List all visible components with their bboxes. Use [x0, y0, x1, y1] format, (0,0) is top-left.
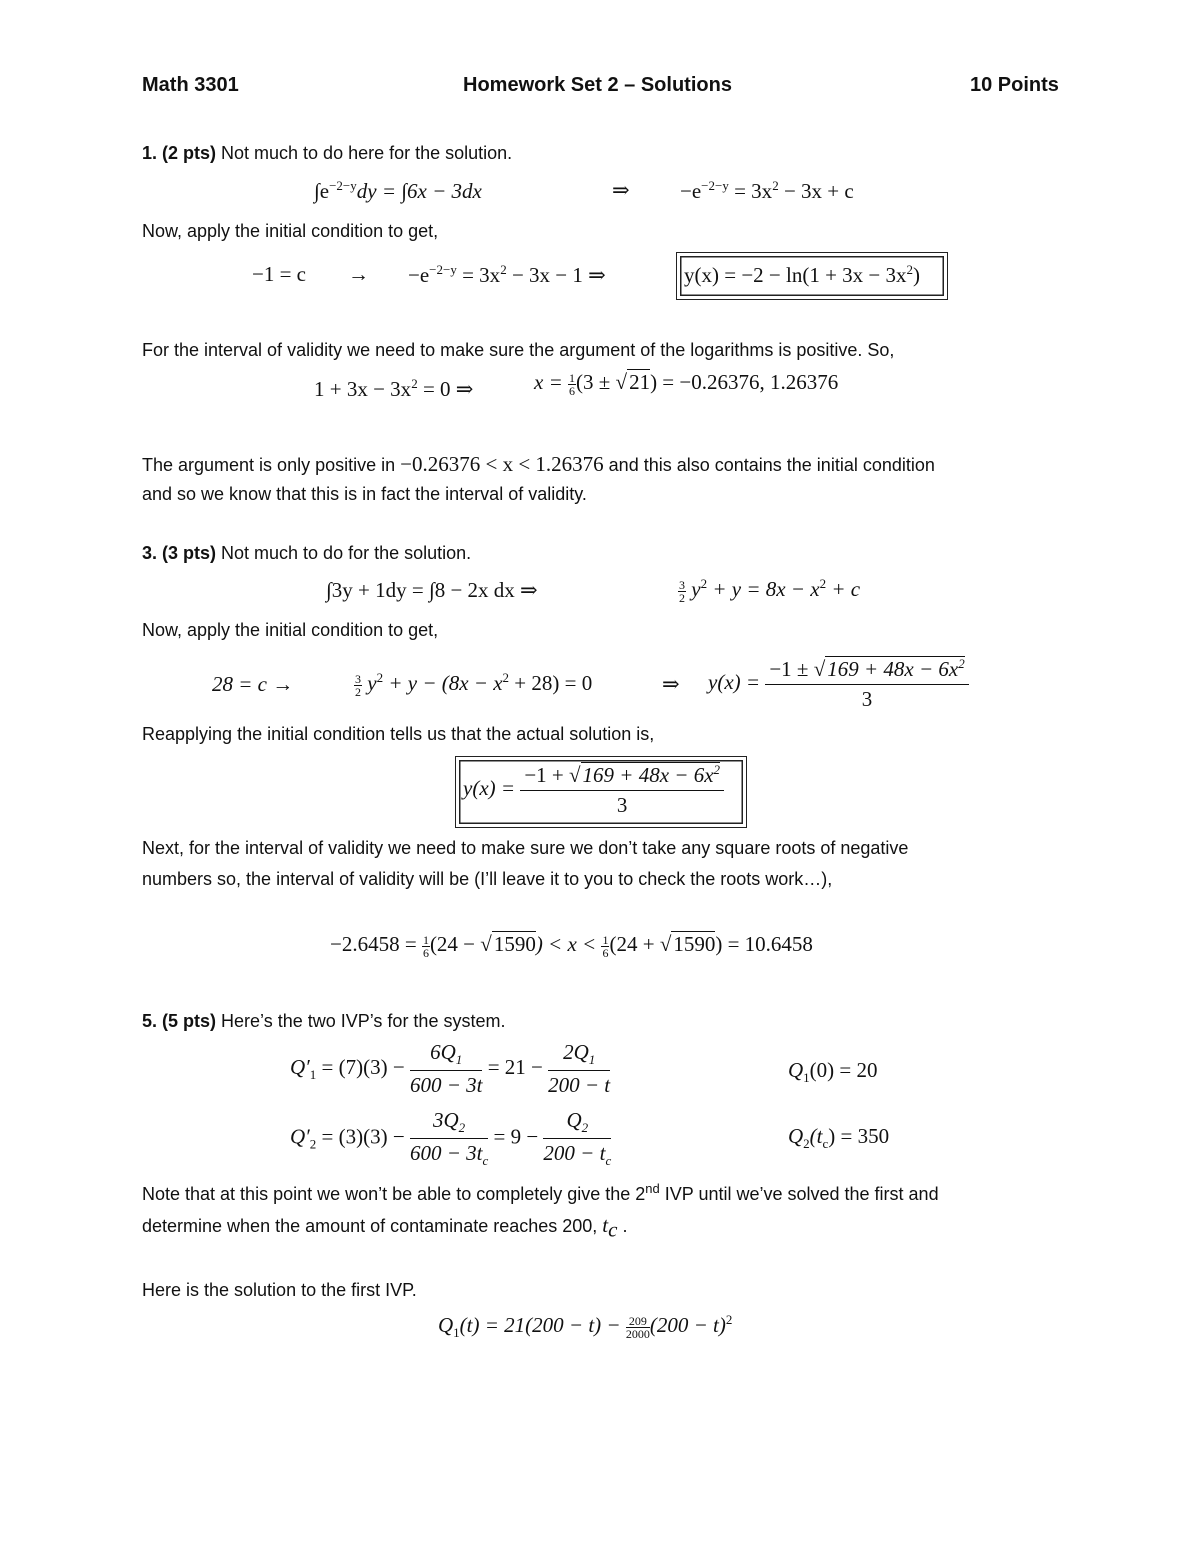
- problem-5-solution-text: Here is the solution to the first IVP.: [142, 1280, 417, 1300]
- problem-1-validity-text: For the interval of validity we need to make sure the argument of the logarithms is positive. So,: [142, 340, 895, 360]
- eq-part: −e: [680, 179, 702, 203]
- right-arrow: →: [348, 262, 369, 286]
- problem-3-equation-1-right: [678, 576, 860, 604]
- eq-part: t: [602, 1213, 609, 1237]
- fraction-denominator: 2: [355, 684, 361, 699]
- eq-part: + 28) = 0: [509, 671, 593, 695]
- fraction-denominator: 6: [602, 945, 609, 960]
- fraction-denominator: [410, 1139, 488, 1169]
- problem-1-equation-1-right: [680, 178, 854, 204]
- eq-part: (0) = 20: [809, 1058, 878, 1082]
- problem-5-ode-1: [290, 1040, 610, 1098]
- eq-part: y(x) =: [708, 669, 766, 694]
- problem-3-intro-text: Not much to do for the solution.: [216, 543, 472, 563]
- eq-subscript: c: [822, 1136, 829, 1152]
- fraction-three-halves: [354, 673, 362, 698]
- inequality: −0.26376 < x < 1.26376: [400, 452, 604, 476]
- problem-1-apply-text: Now, apply the initial condition to get,: [142, 221, 439, 241]
- problem-3-next-text-2: numbers so, the interval of validity will be (I’ll leave it to you to check the roots work…),: [142, 869, 833, 889]
- problem-3-equation-1: ∫3y + 1dy = ∫8 − 2x dx ⇒: [326, 578, 538, 602]
- eq-part: (24 −: [429, 932, 481, 956]
- eq-exponent: 2: [500, 262, 507, 277]
- ode-1-fraction-1: [410, 1040, 483, 1098]
- fraction-denominator: 200 − t: [548, 1073, 611, 1098]
- ode-1-fraction-2: [548, 1040, 610, 1098]
- radicand: 1590: [673, 932, 716, 956]
- eq-subscript: 2: [458, 1120, 466, 1136]
- text-part: The argument is only positive in: [142, 455, 401, 475]
- eq-part: Q: [788, 1058, 804, 1082]
- text-part: determine when the amount of contaminate reaches 200,: [142, 1216, 603, 1236]
- fraction-numerator: 3: [679, 577, 685, 592]
- eq-part: ) = 350: [828, 1124, 890, 1148]
- text-part: Note that at this point we won’t be able to completely give the 2: [142, 1184, 646, 1204]
- eq-part: Q: [566, 1108, 582, 1132]
- eq-exponent: −2−y: [329, 178, 357, 193]
- fraction-numerator: 1: [602, 932, 609, 947]
- eq-part: −2.6458 =: [330, 932, 422, 956]
- text-part: IVP until we’ve solved the first and: [659, 1184, 939, 1204]
- eq-part: 28 = c →: [212, 672, 294, 696]
- problem-3-interval: −2.6458 = $\frac{1}{6}$ (24 − √1590) < x < $\frac{1}{6}$ (24 + √1590) = 10.6458: [330, 932, 813, 960]
- ode-2-fraction-2: [543, 1108, 611, 1169]
- eq-part: = (3)(3) −: [316, 1124, 410, 1149]
- problem-5-solution: [438, 1312, 732, 1341]
- eq-subscript: 2: [309, 1136, 317, 1152]
- eq-part: = 21 −: [482, 1054, 549, 1079]
- eq-part: (24 +: [609, 932, 660, 956]
- fraction-numerator: 1: [569, 370, 575, 385]
- eq-part: (t: [809, 1124, 823, 1148]
- eq-part: ) < x <: [535, 932, 602, 956]
- eq-exponent: 2: [700, 576, 708, 591]
- problem-1-eq2-left: −1 = c: [252, 262, 307, 286]
- problem-1-answer: [684, 262, 920, 288]
- problem-3-reapply-text: Reapplying the initial condition tells us that the actual solution is,: [142, 724, 655, 744]
- fraction-numerator: [543, 1108, 611, 1139]
- fraction-numerator: [410, 1040, 483, 1071]
- eq-part: y(x) =: [463, 775, 521, 800]
- eq-exponent: −2−y: [429, 262, 457, 277]
- problem-5-ic-1: [788, 1058, 878, 1086]
- eq-subscript: 1: [455, 1052, 463, 1068]
- eq-part: (t) = 21(200 − t) −: [459, 1313, 626, 1337]
- answer-fraction: [520, 762, 724, 818]
- eq-part: Q′: [290, 1124, 310, 1149]
- eq-subscript: 1: [588, 1052, 596, 1068]
- eq-exponent: 2: [713, 762, 721, 777]
- eq-part: + y − (8x − x: [383, 671, 503, 695]
- problem-5-note: [142, 1181, 939, 1205]
- eq-part: y(x) = −2 − ln(1 + 3x − 3x: [684, 263, 907, 287]
- eq-part: (3 ±: [576, 370, 616, 394]
- eq-exponent: 2: [906, 262, 914, 277]
- problem-1-label: 1. (2 pts): [142, 143, 217, 163]
- eq-part: Q: [788, 1124, 804, 1148]
- fraction-denominator: 600 − 3t: [409, 1073, 483, 1098]
- problem-5-intro: [142, 1011, 505, 1032]
- problem-3-answer: [463, 762, 724, 818]
- ordinal-suffix: nd: [645, 1181, 660, 1196]
- fraction-numerator: 3: [355, 671, 361, 686]
- points-total: 10 Points: [970, 74, 1059, 96]
- radicand: 1590: [493, 932, 536, 956]
- fraction-one-sixth: [422, 934, 430, 959]
- eq-part: 2Q: [563, 1040, 589, 1064]
- fraction-three-halves: [678, 579, 686, 604]
- fraction-numerator: 1: [422, 932, 429, 947]
- problem-3-eq2-mid: [354, 670, 592, 698]
- problem-1-argument-text: [142, 452, 935, 477]
- course-name: Math 3301: [142, 74, 239, 96]
- problem-5-note-2: [142, 1213, 627, 1243]
- eq-part: Q′: [290, 1054, 310, 1079]
- eq-exponent: 2: [819, 576, 827, 591]
- problem-5-intro-text: Here’s the two IVP’s for the system.: [216, 1011, 506, 1031]
- fraction-denominator: 6: [569, 383, 575, 398]
- eq-part: x =: [534, 370, 568, 394]
- eq-part: ): [913, 263, 921, 287]
- problem-3-apply-text: Now, apply the initial condition to get,: [142, 620, 439, 640]
- eq-part: dy = ∫6x − 3dx: [356, 179, 482, 203]
- eq-subscript: 1: [309, 1067, 317, 1083]
- eq-subscript: 1: [453, 1325, 460, 1341]
- eq-part: = (7)(3) −: [316, 1054, 410, 1079]
- eq-part: Q: [438, 1313, 454, 1337]
- problem-1-eq2-mid: [408, 262, 606, 288]
- problem-1-equation-1-left: [314, 178, 482, 204]
- radicand: 21: [629, 370, 651, 394]
- eq-part: 600 − 3t: [409, 1141, 483, 1166]
- eq-part: 6Q: [430, 1040, 456, 1064]
- ode-2-fraction-1: [410, 1108, 488, 1169]
- fraction-denominator: 2: [679, 590, 685, 605]
- fraction-denominator: 3: [616, 793, 628, 817]
- text-part: .: [617, 1216, 628, 1236]
- page-title: Homework Set 2 – Solutions: [463, 74, 732, 96]
- eq-subscript: c: [608, 1217, 618, 1242]
- eq-exponent: 2: [411, 376, 418, 391]
- eq-part: −1 ±: [769, 657, 814, 681]
- eq-exponent: 2: [502, 670, 510, 685]
- problem-1-argument-text-2: and so we know that this is in fact the interval of validity.: [142, 484, 587, 504]
- eq-exponent: −2−y: [701, 178, 729, 193]
- problem-5-ode-2: [290, 1108, 611, 1169]
- eq-part: + y = 8x − x: [707, 577, 820, 601]
- problem-1-intro: [142, 143, 512, 164]
- eq-exponent: 2: [376, 670, 384, 685]
- eq-part: ) = 10.6458: [715, 932, 813, 956]
- eq-part: − 3x − 1 ⇒: [506, 263, 606, 287]
- problem-3-intro: [142, 543, 471, 564]
- solution-fraction: [765, 656, 968, 712]
- implies-arrow: ⇒: [612, 178, 630, 202]
- eq-subscript: c: [482, 1153, 489, 1169]
- fraction-one-sixth: [568, 372, 576, 397]
- radicand: [825, 656, 964, 681]
- eq-part: = 9 −: [488, 1124, 544, 1149]
- problem-1-eq3-right: x = $\frac{1}{6}$ (3 ± √21) = −0.26376, 1.26376: [534, 370, 839, 398]
- eq-part: y: [686, 577, 701, 601]
- problem-1-intro-text: Not much to do here for the solution.: [216, 143, 513, 163]
- eq-part: 169 + 48x − 6x: [582, 763, 714, 787]
- solution-coefficient-fraction: [626, 1315, 650, 1340]
- fraction-numerator: [410, 1108, 488, 1139]
- text-part: and this also contains the initial condition: [603, 455, 935, 475]
- fraction-numerator: $-1 + √169 + 48x - 6x^2$: [520, 762, 724, 791]
- fraction-denominator: [543, 1139, 611, 1169]
- problem-5-label: 5. (5 pts): [142, 1011, 217, 1031]
- eq-part: −e: [408, 263, 430, 287]
- eq-subscript: 2: [581, 1120, 589, 1136]
- implies-arrow: ⇒: [662, 672, 680, 696]
- fraction-denominator: 6: [422, 945, 429, 960]
- eq-subscript: 1: [803, 1070, 810, 1086]
- eq-part: 1 + 3x − 3x: [314, 377, 412, 401]
- problem-5-ic-2: [788, 1124, 889, 1152]
- eq-exponent: 2: [725, 1312, 733, 1327]
- fraction-numerator: 209: [626, 1315, 650, 1328]
- fraction-denominator: 2000: [625, 1326, 650, 1341]
- eq-part: − 3x + c: [778, 179, 854, 203]
- eq-part: + c: [826, 577, 861, 601]
- eq-part: = 3x: [728, 179, 773, 203]
- eq-part: y: [362, 671, 377, 695]
- eq-part: −1 +: [524, 763, 569, 787]
- problem-3-next-text: Next, for the interval of validity we need to make sure we don’t take any square roots of negative: [142, 838, 909, 858]
- fraction-numerator: $-1 \pm √169 + 48x - 6x^2$: [765, 656, 968, 685]
- eq-part: = 3x: [456, 263, 501, 287]
- eq-part: 3Q: [433, 1108, 459, 1132]
- radicand: [581, 762, 720, 787]
- eq-part: ∫e: [314, 179, 330, 203]
- fraction-numerator: [548, 1040, 610, 1071]
- eq-part: 200 − t: [543, 1141, 606, 1166]
- problem-3-eq2-right: [708, 656, 969, 712]
- eq-subscript: c: [605, 1153, 612, 1169]
- fraction-denominator: 3: [861, 687, 873, 711]
- eq-part: (200 − t): [649, 1313, 726, 1337]
- eq-part: ) = −0.26376, 1.26376: [650, 370, 839, 394]
- eq-subscript: 2: [803, 1136, 810, 1152]
- problem-3-eq2-left: [212, 672, 293, 697]
- eq-part: = 0 ⇒: [417, 377, 474, 401]
- problem-1-eq3-left: [314, 376, 473, 402]
- eq-exponent: 2: [958, 656, 965, 671]
- eq-exponent: 2: [772, 178, 779, 193]
- eq-part: 169 + 48x − 6x: [827, 657, 959, 681]
- problem-3-label: 3. (3 pts): [142, 543, 217, 563]
